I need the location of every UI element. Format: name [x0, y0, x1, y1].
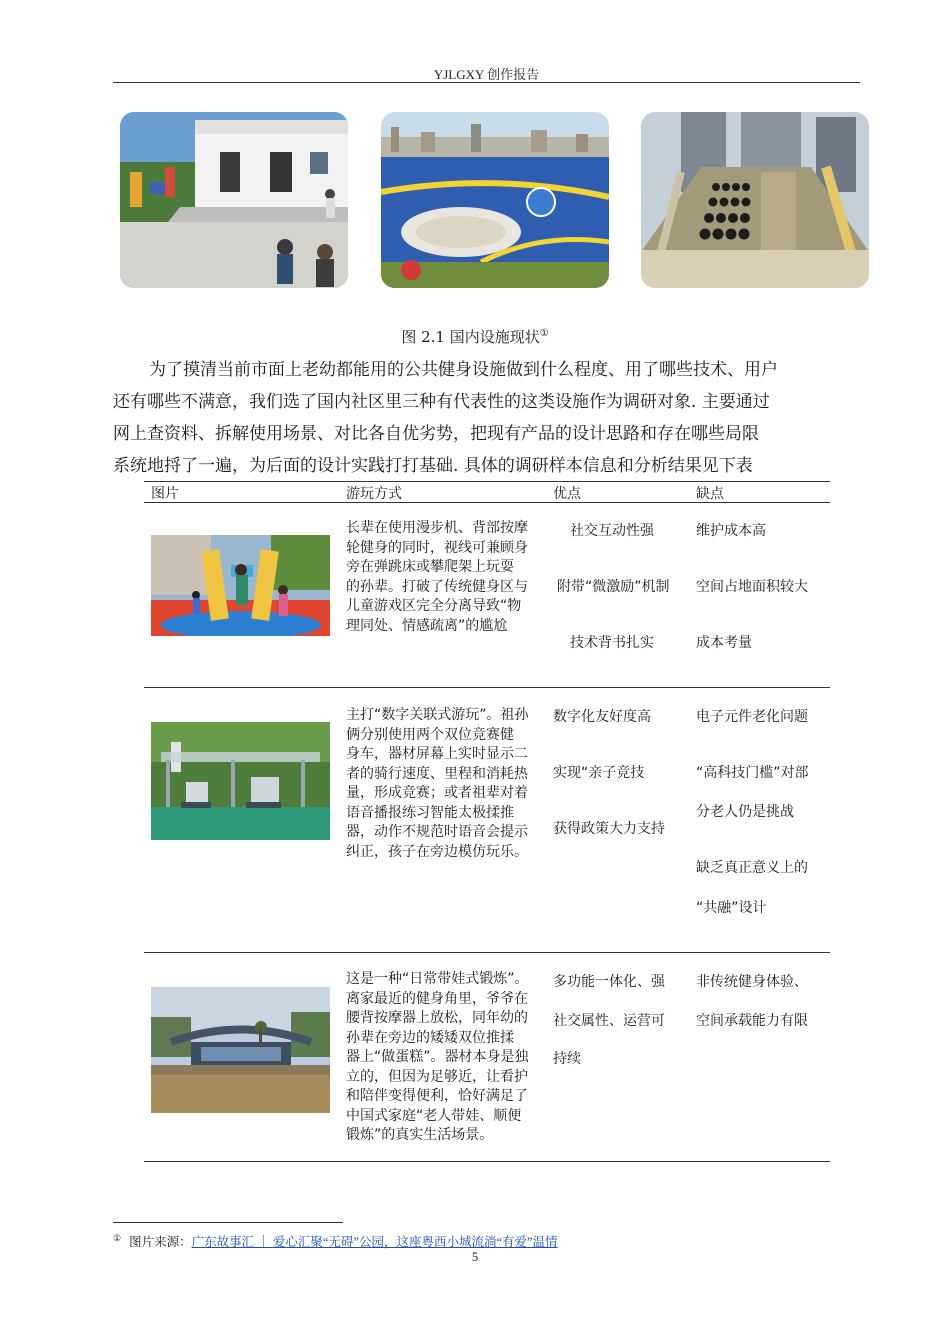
paragraph-line: 系统地捋了一遍，为后面的设计实践打打基础. 具体的调研样本信息和分析结果见下表 [113, 456, 753, 476]
facility-photo-plaza [120, 112, 348, 288]
row2-con-item: 缺乏真正意义上的 [696, 860, 808, 876]
paragraph-line: 为了摸清当前市面上老幼都能用的公共健身设施做到什么程度、用了哪些技术、用户 [149, 360, 778, 380]
table-header-pros: 优点 [553, 486, 581, 502]
caption-footnote-mark: ① [539, 328, 549, 339]
footnote-label: 图片来源： [129, 1235, 192, 1249]
table-row-image [151, 535, 330, 636]
paragraph-line: 还有哪些不满意，我们选了国内社区里三种有代表性的这类设施作为调研对象. 主要通过 [113, 392, 770, 412]
row2-pro-item: 数字化友好度高 [553, 709, 651, 725]
page-number: 5 [471, 1250, 479, 1264]
table-header-cons: 缺点 [696, 486, 724, 502]
facility-photo-slope [641, 112, 869, 288]
table-row-image [151, 987, 330, 1113]
footnote-source-link[interactable]: 广东故事汇 ｜ 爱心汇聚“无碍”公园，这座粤西小城流淌“有爱”温情 [191, 1235, 558, 1249]
row3-pro-item: 多功能一体化、强 [553, 974, 665, 990]
row2-con-item: “共融”设计 [696, 900, 767, 916]
row3-con-item: 非传统健身体验、 [696, 974, 808, 990]
table-header-play: 游玩方式 [346, 486, 402, 502]
row2-con-item: 分老人仍是挑战 [696, 804, 794, 820]
table-row-image [151, 722, 330, 840]
row2-pro-item: 实现“亲子竞技 [553, 765, 645, 781]
row3-pro-item: 持续 [553, 1051, 581, 1067]
figure-caption: 图 2.1 国内设施现状① [401, 328, 549, 346]
header-rule [113, 82, 860, 83]
row3-pro-item: 社交属性、运营可 [553, 1013, 665, 1029]
table-header-rule [144, 502, 830, 503]
row1-pro-item: 技术背书扎实 [570, 635, 654, 651]
table-row-rule [144, 952, 830, 953]
footnote-rule [113, 1222, 343, 1223]
paragraph-line: 网上查资料、拆解使用场景、对比各自优劣势，把现有产品的设计思路和存在哪些局限 [113, 424, 759, 444]
row2-pro-item: 获得政策大力支持 [553, 821, 665, 837]
row2-con-item: 电子元件老化问题 [696, 709, 808, 725]
table-header-image: 图片 [151, 486, 179, 502]
row1-con-item: 空间占地面积较大 [696, 579, 808, 595]
table-top-rule [144, 481, 830, 482]
row1-con-item: 维护成本高 [696, 523, 766, 539]
table-row-rule [144, 687, 830, 688]
row3-play-description: 这是一种“日常带娃式锻炼”。 离家最近的健身角里，爷爷在 腰背按摩器上放松，同年幼的 孙辈在旁边的矮矮双位推揉 器上“做蛋糕”。器材本身是独 立的，但因为足够近，让看护 和陪伴变得便利，恰好满足了 中国式家庭“老人带娃、顺便 锻炼”的真实生活场景。 [346, 971, 529, 1143]
table-bottom-rule [144, 1161, 830, 1162]
footnote [113, 1232, 558, 1250]
row1-play-description: 长辈在使用漫步机、背部按摩 轮健身的同时，视线可兼顾身 旁在弹跳床或攀爬架上玩耍 的孙辈。打破了传统健身区与 儿童游戏区完全分离导致“物 理同处、情感疏离”的尴尬 [346, 520, 528, 634]
facility-photo-park [381, 112, 609, 288]
row3-con-item: 空间承载能力有限 [696, 1013, 808, 1029]
row1-con-item: 成本考量 [696, 635, 752, 651]
body-paragraph [113, 354, 860, 482]
page-header: YJLGXY 创作报告 [433, 67, 540, 82]
row2-play-description: 主打“数字关联式游玩”。祖孙 俩分别使用两个双位竞赛健 身车，器材屏幕上实时显示二 者的骑行速度、里程和消耗热 量，形成竞赛；或者祖辈对着 语音播报练习智能太极揉推 器，动作不规范时语音会提示 纠正，孩子在旁边模仿玩乐。 [346, 707, 529, 860]
footnote-mark: ① [113, 1232, 122, 1243]
row1-pro-item: 附带“微激励”机制 [557, 579, 670, 595]
row2-con-item: “高科技门槛”对部 [696, 765, 809, 781]
row1-pro-item: 社交互动性强 [570, 523, 654, 539]
